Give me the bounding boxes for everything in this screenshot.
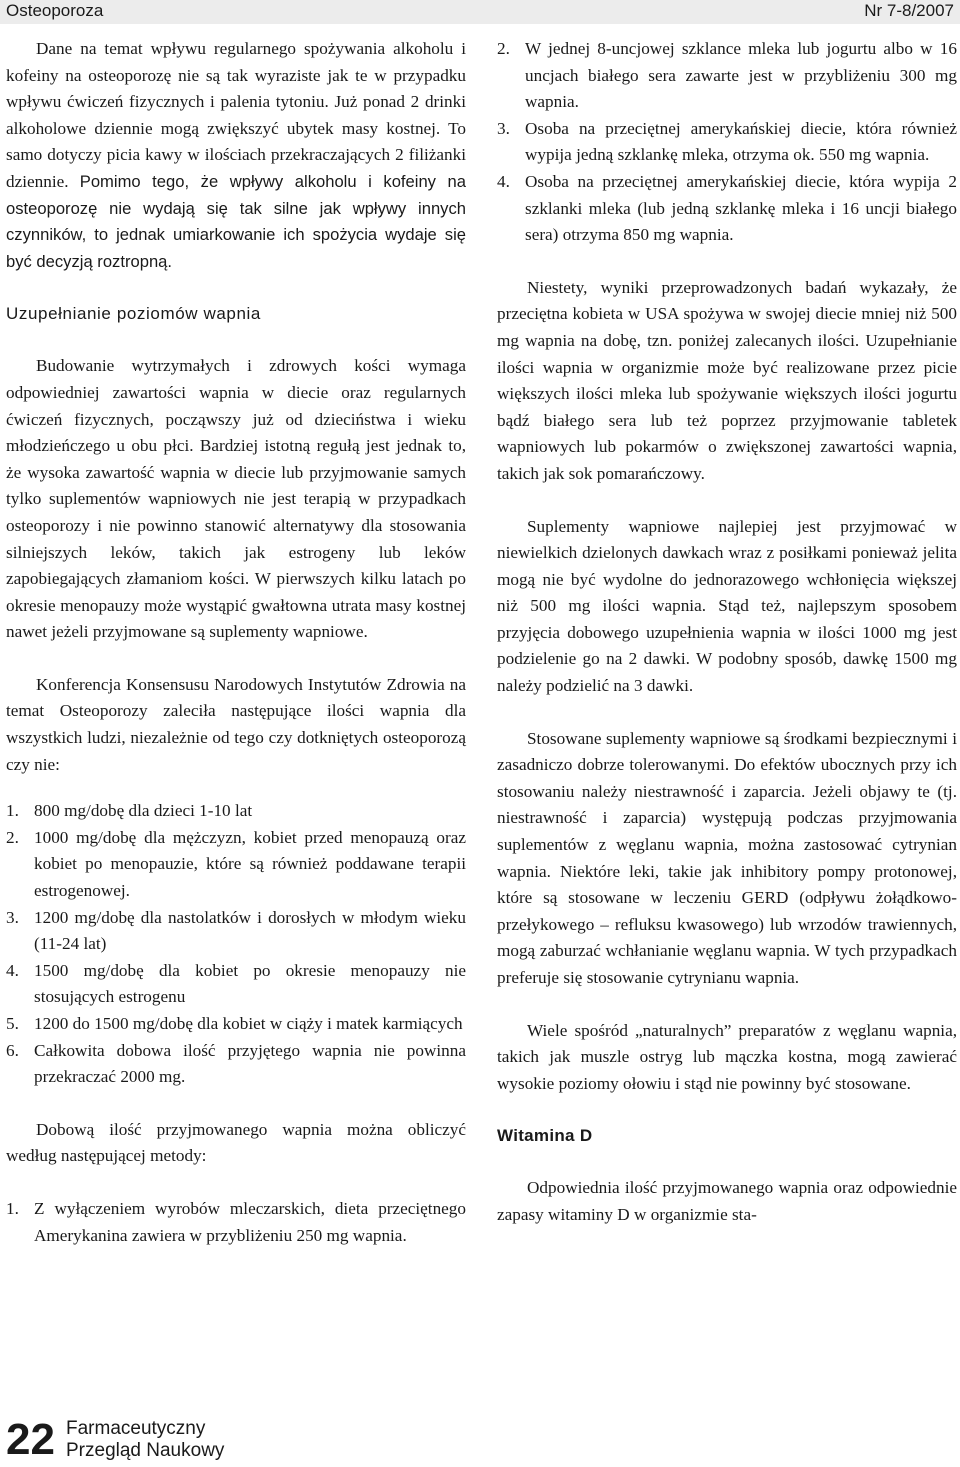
paragraph-alcohol-caffeine-part1: Dane na temat wpływu regularnego spożywania alkoholu i kofeiny na osteoporozę nie są tak wyraziste jak te w przypadku wpływu ćwiczeń fizycznych i palenia tytoniu. Już ponad 2 drinki alkoholowe dziennie mogą zwiększyć ubytek masy kostnej. To samo dotyczy picia kawy w ilościach przekraczających 2 filiżanki dziennie. [6,39,466,191]
list-item: 5. 1200 do 1500 mg/dobę dla kobiet w ciąży i matek karmiących [6,1014,463,1033]
paragraph-supplement-dosing: Suplementy wapniowe najlepiej jest przyjmować w niewielkich dzielonych dawkach wraz z posiłkami ponieważ jelita mogą nie być wydolne do jednorazowego wchłonięcia większej niż 500 mg ilości wapnia. Stąd też, najlepszym sposobem przyjęcia dobowego uzupełnienia wapnia w ilości 1000 mg jest podzielenie go na 2 dawki. W podobny sposób, dawkę 1500 mg należy podzielić na 3 dawki. [497,516,957,696]
right-column [497,36,957,1229]
journal-name [66,1418,224,1462]
paragraph-us-intake: Niestety, wyniki przeprowadzonych badań wykazały, że przeciętna kobieta w USA spożywa w swojej diecie mniej niż 500 mg wapnia na dobę, tzn. poniżej zalecanych ilości. Uzupełnianie ilości wapnia w organizmie może być realizowane przez picie większych ilości mleka lub spożywanie większych ilości jogurtu bądź białego sera lub też poprzez przyjmowanie tabletek wapniowych lub pokarmów o zwiększonej zawartości wapnia, takich jak sok pomarańczowy. [497,277,957,483]
list-item: 3. 1200 mg/dobę dla nastolatków i dorosłych w młodym wieku (11-24 lat) [6,907,466,954]
list-item: 6. Całkowita dobowa ilość przyjętego wapnia nie powinna przekraczać 2000 mg. [6,1040,466,1087]
calcium-recommendations-list [6,798,466,1091]
list-item: 4. 1500 mg/dobę dla kobiet po okresie menopauzy nie stosujących estrogenu [6,960,466,1007]
page-number: 22 [6,1415,55,1464]
section-title: Osteoporoza [6,1,104,20]
paragraph-side-effects: Stosowane suplementy wapniowe są środkami bezpiecznymi i zasadniczo dobrze tolerowanymi. Do efektów ubocznych przy ich stosowaniu należy niestrawność i zaparcia. Jeżeli objawy te (tj. niestrawność i zaparcia) występują podczas przyjmowania suplementów z węglanu wapnia, można zastosować cytrynian wapnia. Niektóre leki, takie jak inhibitory pompy protonowej, które są stosowane w leczeniu GERD (odpływu żołądkowo-przełykowego – refluksu kwasowego) lub wrzodów trawiennych, mogą zaburzać wchłanianie węglanu wapnia. W tych przypadkach preferuje się stosowanie cytrynianu wapnia. [497,728,957,987]
paragraph-consensus-conference: Konferencja Konsensusu Narodowych Instytutów Zdrowia na temat Osteoporozy zaleciła następujące ilości wapnia dla wszystkich ludzi, niezależnie od tego czy dotkniętych osteoporozą czy nie: [6,674,466,774]
paragraph-vitamin-d: Odpowiednia ilość przyjmowanego wapnia oraz odpowiednie zapasy witaminy D w organizmie sta- [497,1178,957,1224]
list-item: 4. Osoba na przeciętnej amerykańskiej diecie, która wypija 2 szklanki mleka (lub jedną szklankę mleka i 16 uncji białego sera) otrzyma 850 mg wapnia. [497,171,957,245]
list-item: 1. Z wyłączeniem wyrobów mleczarskich, dieta przeciętnego Amerykanina zawiera w przybliżeniu 250 mg wapnia. [6,1198,466,1245]
list-item: 1. 800 mg/dobę dla dzieci 1-10 lat [6,801,253,821]
section-heading-calcium: Uzupełnianie poziomów wapnia [6,304,261,324]
calculation-method-list [6,1196,466,1249]
paragraph-bone-building: Budowanie wytrzymałych i zdrowych kości wymaga odpowiedniej zawartości wapnia w diecie oraz regularnych ćwiczeń fizycznych, począwszy już od dzieciństwa i wieku młodzieńczego u obu płci. Bardziej istotną regułą jest jednak to, że wysoka zawartość wapnia w diecie lub przyjmowanie samych tylko suplementów wapniowych nie jest terapią w przypadkach osteoporozy i nie powinno stanowić alternatywy dla stosowania silniejszych leków, takich jak estrogeny lub leków zapobiegających złamaniom kości. W pierwszych kilku latach po okresie menopauzy może wystąpić gwałtowna utrata masy kostnej nawet jeżeli przyjmowane są suplementy wapniowe. [6,356,466,642]
paragraph-daily-intake-method: Dobową ilość przyjmowanego wapnia można obliczyć według następującej metody: [6,1119,466,1166]
paragraph-alcohol-caffeine-part2: Pomimo tego, że wpływy alkoholu i kofeiny na osteoporozę nie wydają się tak silne jak wpływy innych czynników, to jednak umiarkowanie ich spożycia wydaje się być decyzją roztropną. [6,171,466,271]
calculation-method-list-continued [497,36,957,249]
list-item: 2. 1000 mg/dobę dla mężczyzn, kobiet przed menopauzą oraz kobiet po menopauzie, które są również poddawane terapii estrogenowej. [6,827,466,901]
section-heading-vitamin-d: Witamina D [497,1126,593,1146]
list-item: 2. W jednej 8-uncjowej szklance mleka lub jogurtu albo w 16 uncjach białego sera zawarte jest w przybliżeniu 300 mg wapnia. [497,39,957,112]
journal-name-line1: Farmaceutyczny [66,1418,206,1439]
paragraph-alcohol-caffeine [6,36,466,275]
list-item: 3. Osoba na przeciętnej amerykańskiej diecie, która również wypija jedną szklankę mleka, otrzyma ok. 550 mg wapnia. [497,118,957,165]
journal-name-line2: Przegląd Naukowy [66,1440,225,1461]
paragraph-natural-preparations: Wiele spośród „naturalnych” preparatów z węglanu wapnia, takich jak muszle ostryg lub mączka kostna, mogą zawierać wysokie poziomy ołowiu i stąd nie powinny być stosowane. [497,1020,957,1093]
issue-number: Nr 7-8/2007 [864,1,954,20]
left-column [6,36,466,1249]
page-header [0,0,960,24]
